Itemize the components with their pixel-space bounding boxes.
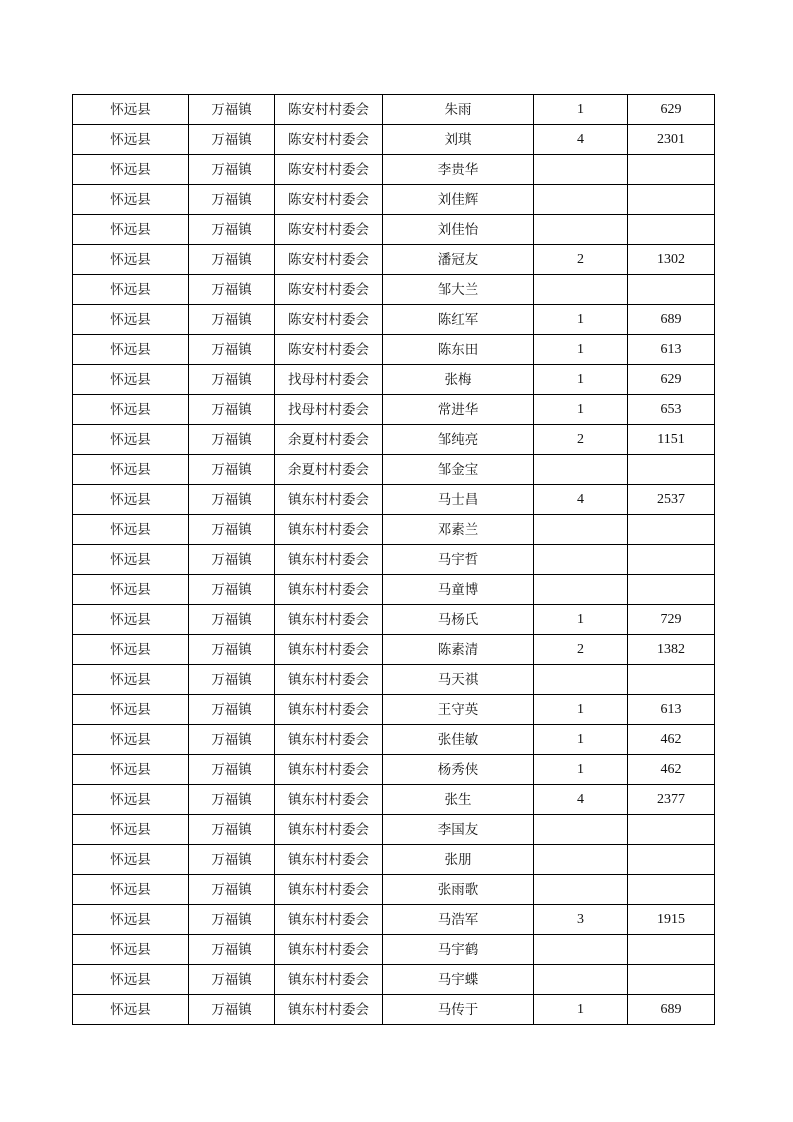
table-row <box>73 365 715 395</box>
amount-cell: 1915 <box>628 905 715 935</box>
name-cell: 马宇蝶 <box>383 965 534 995</box>
count-cell <box>534 965 628 995</box>
town-cell: 万福镇 <box>189 755 275 785</box>
amount-cell <box>628 515 715 545</box>
county-cell: 怀远县 <box>73 305 189 335</box>
town-cell: 万福镇 <box>189 545 275 575</box>
county-cell: 怀远县 <box>73 965 189 995</box>
village-cell: 陈安村村委会 <box>275 335 383 365</box>
table-row <box>73 515 715 545</box>
town-cell: 万福镇 <box>189 515 275 545</box>
village-cell: 陈安村村委会 <box>275 155 383 185</box>
table-row <box>73 665 715 695</box>
county-cell: 怀远县 <box>73 815 189 845</box>
table-row <box>73 935 715 965</box>
county-cell: 怀远县 <box>73 365 189 395</box>
name-cell: 刘佳怡 <box>383 215 534 245</box>
name-cell: 马士昌 <box>383 485 534 515</box>
village-cell: 陈安村村委会 <box>275 125 383 155</box>
name-cell: 杨秀侠 <box>383 755 534 785</box>
village-cell: 陈安村村委会 <box>275 95 383 125</box>
county-cell: 怀远县 <box>73 425 189 455</box>
amount-cell: 629 <box>628 95 715 125</box>
table-row <box>73 545 715 575</box>
town-cell: 万福镇 <box>189 815 275 845</box>
amount-cell <box>628 965 715 995</box>
table-row <box>73 635 715 665</box>
count-cell <box>534 575 628 605</box>
name-cell: 张佳敏 <box>383 725 534 755</box>
town-cell: 万福镇 <box>189 935 275 965</box>
town-cell: 万福镇 <box>189 245 275 275</box>
name-cell: 李国友 <box>383 815 534 845</box>
table-row <box>73 395 715 425</box>
count-cell: 1 <box>534 755 628 785</box>
town-cell: 万福镇 <box>189 95 275 125</box>
county-cell: 怀远县 <box>73 455 189 485</box>
county-cell: 怀远县 <box>73 905 189 935</box>
town-cell: 万福镇 <box>189 305 275 335</box>
village-cell: 镇东村村委会 <box>275 815 383 845</box>
table-row <box>73 185 715 215</box>
village-cell: 余夏村村委会 <box>275 425 383 455</box>
name-cell: 潘冠友 <box>383 245 534 275</box>
count-cell: 1 <box>534 605 628 635</box>
county-cell: 怀远县 <box>73 215 189 245</box>
count-cell: 1 <box>534 725 628 755</box>
count-cell <box>534 875 628 905</box>
count-cell <box>534 215 628 245</box>
county-cell: 怀远县 <box>73 275 189 305</box>
county-cell: 怀远县 <box>73 845 189 875</box>
village-cell: 镇东村村委会 <box>275 635 383 665</box>
village-cell: 镇东村村委会 <box>275 965 383 995</box>
name-cell: 陈素清 <box>383 635 534 665</box>
village-cell: 镇东村村委会 <box>275 695 383 725</box>
count-cell: 1 <box>534 95 628 125</box>
count-cell: 1 <box>534 395 628 425</box>
name-cell: 陈东田 <box>383 335 534 365</box>
village-cell: 找母村村委会 <box>275 365 383 395</box>
town-cell: 万福镇 <box>189 185 275 215</box>
village-cell: 余夏村村委会 <box>275 455 383 485</box>
count-cell: 4 <box>534 485 628 515</box>
name-cell: 马天祺 <box>383 665 534 695</box>
name-cell: 王守英 <box>383 695 534 725</box>
county-cell: 怀远县 <box>73 395 189 425</box>
name-cell: 邓素兰 <box>383 515 534 545</box>
count-cell: 4 <box>534 785 628 815</box>
county-cell: 怀远县 <box>73 155 189 185</box>
table-row <box>73 905 715 935</box>
amount-cell <box>628 185 715 215</box>
town-cell: 万福镇 <box>189 605 275 635</box>
table-row <box>73 965 715 995</box>
amount-cell <box>628 875 715 905</box>
amount-cell: 1382 <box>628 635 715 665</box>
name-cell: 朱雨 <box>383 95 534 125</box>
village-cell: 镇东村村委会 <box>275 725 383 755</box>
name-cell: 张雨歌 <box>383 875 534 905</box>
town-cell: 万福镇 <box>189 965 275 995</box>
county-cell: 怀远县 <box>73 335 189 365</box>
county-cell: 怀远县 <box>73 725 189 755</box>
table-row <box>73 245 715 275</box>
amount-cell: 613 <box>628 335 715 365</box>
amount-cell: 462 <box>628 755 715 785</box>
table-row <box>73 995 715 1025</box>
town-cell: 万福镇 <box>189 335 275 365</box>
table-row <box>73 125 715 155</box>
amount-cell: 462 <box>628 725 715 755</box>
name-cell: 张梅 <box>383 365 534 395</box>
county-cell: 怀远县 <box>73 95 189 125</box>
village-cell: 陈安村村委会 <box>275 215 383 245</box>
table-row <box>73 575 715 605</box>
town-cell: 万福镇 <box>189 875 275 905</box>
town-cell: 万福镇 <box>189 695 275 725</box>
table-row <box>73 425 715 455</box>
village-cell: 镇东村村委会 <box>275 875 383 905</box>
amount-cell: 2377 <box>628 785 715 815</box>
count-cell <box>534 155 628 185</box>
count-cell: 1 <box>534 995 628 1025</box>
count-cell: 1 <box>534 695 628 725</box>
name-cell: 马传于 <box>383 995 534 1025</box>
name-cell: 李贵华 <box>383 155 534 185</box>
name-cell: 陈红军 <box>383 305 534 335</box>
town-cell: 万福镇 <box>189 155 275 185</box>
town-cell: 万福镇 <box>189 455 275 485</box>
table-row <box>73 485 715 515</box>
table-row <box>73 455 715 485</box>
town-cell: 万福镇 <box>189 395 275 425</box>
table-row <box>73 755 715 785</box>
village-cell: 找母村村委会 <box>275 395 383 425</box>
town-cell: 万福镇 <box>189 365 275 395</box>
town-cell: 万福镇 <box>189 845 275 875</box>
county-cell: 怀远县 <box>73 185 189 215</box>
county-cell: 怀远县 <box>73 575 189 605</box>
table-row <box>73 815 715 845</box>
amount-cell: 689 <box>628 995 715 1025</box>
table-row <box>73 725 715 755</box>
town-cell: 万福镇 <box>189 215 275 245</box>
amount-cell <box>628 845 715 875</box>
count-cell <box>534 515 628 545</box>
county-cell: 怀远县 <box>73 605 189 635</box>
village-cell: 陈安村村委会 <box>275 275 383 305</box>
amount-cell: 689 <box>628 305 715 335</box>
count-cell <box>534 275 628 305</box>
town-cell: 万福镇 <box>189 275 275 305</box>
table-row <box>73 95 715 125</box>
village-cell: 镇东村村委会 <box>275 515 383 545</box>
name-cell: 马宇哲 <box>383 545 534 575</box>
name-cell: 邹金宝 <box>383 455 534 485</box>
table-row <box>73 605 715 635</box>
village-cell: 陈安村村委会 <box>275 185 383 215</box>
county-cell: 怀远县 <box>73 125 189 155</box>
amount-cell <box>628 935 715 965</box>
count-cell: 4 <box>534 125 628 155</box>
table-row <box>73 695 715 725</box>
village-cell: 镇东村村委会 <box>275 545 383 575</box>
town-cell: 万福镇 <box>189 425 275 455</box>
count-cell: 2 <box>534 245 628 275</box>
village-cell: 镇东村村委会 <box>275 905 383 935</box>
table-row <box>73 275 715 305</box>
town-cell: 万福镇 <box>189 485 275 515</box>
table-row <box>73 845 715 875</box>
count-cell: 1 <box>534 365 628 395</box>
name-cell: 刘琪 <box>383 125 534 155</box>
count-cell: 3 <box>534 905 628 935</box>
village-cell: 镇东村村委会 <box>275 485 383 515</box>
amount-cell <box>628 215 715 245</box>
county-cell: 怀远县 <box>73 485 189 515</box>
village-cell: 镇东村村委会 <box>275 995 383 1025</box>
count-cell: 1 <box>534 335 628 365</box>
count-cell: 2 <box>534 425 628 455</box>
county-cell: 怀远县 <box>73 935 189 965</box>
name-cell: 邹大兰 <box>383 275 534 305</box>
county-cell: 怀远县 <box>73 785 189 815</box>
village-cell: 镇东村村委会 <box>275 575 383 605</box>
count-cell <box>534 815 628 845</box>
count-cell: 1 <box>534 305 628 335</box>
table-row <box>73 305 715 335</box>
village-cell: 陈安村村委会 <box>275 305 383 335</box>
village-cell: 镇东村村委会 <box>275 755 383 785</box>
name-cell: 马宇鹤 <box>383 935 534 965</box>
county-cell: 怀远县 <box>73 635 189 665</box>
amount-cell <box>628 545 715 575</box>
name-cell: 马浩军 <box>383 905 534 935</box>
county-cell: 怀远县 <box>73 665 189 695</box>
town-cell: 万福镇 <box>189 905 275 935</box>
amount-cell: 1302 <box>628 245 715 275</box>
town-cell: 万福镇 <box>189 575 275 605</box>
count-cell <box>534 455 628 485</box>
village-cell: 镇东村村委会 <box>275 785 383 815</box>
amount-cell <box>628 665 715 695</box>
county-cell: 怀远县 <box>73 755 189 785</box>
amount-cell: 629 <box>628 365 715 395</box>
town-cell: 万福镇 <box>189 725 275 755</box>
county-cell: 怀远县 <box>73 995 189 1025</box>
name-cell: 张朋 <box>383 845 534 875</box>
village-cell: 镇东村村委会 <box>275 935 383 965</box>
county-cell: 怀远县 <box>73 515 189 545</box>
amount-cell: 2537 <box>628 485 715 515</box>
amount-cell: 2301 <box>628 125 715 155</box>
village-cell: 镇东村村委会 <box>275 605 383 635</box>
table-row <box>73 215 715 245</box>
name-cell: 张生 <box>383 785 534 815</box>
town-cell: 万福镇 <box>189 125 275 155</box>
amount-cell <box>628 275 715 305</box>
amount-cell: 613 <box>628 695 715 725</box>
count-cell <box>534 935 628 965</box>
count-cell <box>534 845 628 875</box>
name-cell: 邹纯亮 <box>383 425 534 455</box>
town-cell: 万福镇 <box>189 665 275 695</box>
name-cell: 马杨氏 <box>383 605 534 635</box>
data-table <box>72 94 715 1025</box>
count-cell <box>534 185 628 215</box>
count-cell <box>534 665 628 695</box>
amount-cell <box>628 815 715 845</box>
village-cell: 镇东村村委会 <box>275 845 383 875</box>
amount-cell: 729 <box>628 605 715 635</box>
table-row <box>73 335 715 365</box>
amount-cell: 1151 <box>628 425 715 455</box>
table-row <box>73 155 715 185</box>
village-cell: 镇东村村委会 <box>275 665 383 695</box>
table-row <box>73 875 715 905</box>
amount-cell: 653 <box>628 395 715 425</box>
county-cell: 怀远县 <box>73 695 189 725</box>
name-cell: 马童博 <box>383 575 534 605</box>
table-body <box>73 95 715 1025</box>
amount-cell <box>628 575 715 605</box>
village-cell: 陈安村村委会 <box>275 245 383 275</box>
amount-cell <box>628 155 715 185</box>
name-cell: 刘佳辉 <box>383 185 534 215</box>
town-cell: 万福镇 <box>189 635 275 665</box>
town-cell: 万福镇 <box>189 995 275 1025</box>
county-cell: 怀远县 <box>73 875 189 905</box>
county-cell: 怀远县 <box>73 245 189 275</box>
name-cell: 常进华 <box>383 395 534 425</box>
town-cell: 万福镇 <box>189 785 275 815</box>
table-row <box>73 785 715 815</box>
count-cell <box>534 545 628 575</box>
amount-cell <box>628 455 715 485</box>
county-cell: 怀远县 <box>73 545 189 575</box>
count-cell: 2 <box>534 635 628 665</box>
